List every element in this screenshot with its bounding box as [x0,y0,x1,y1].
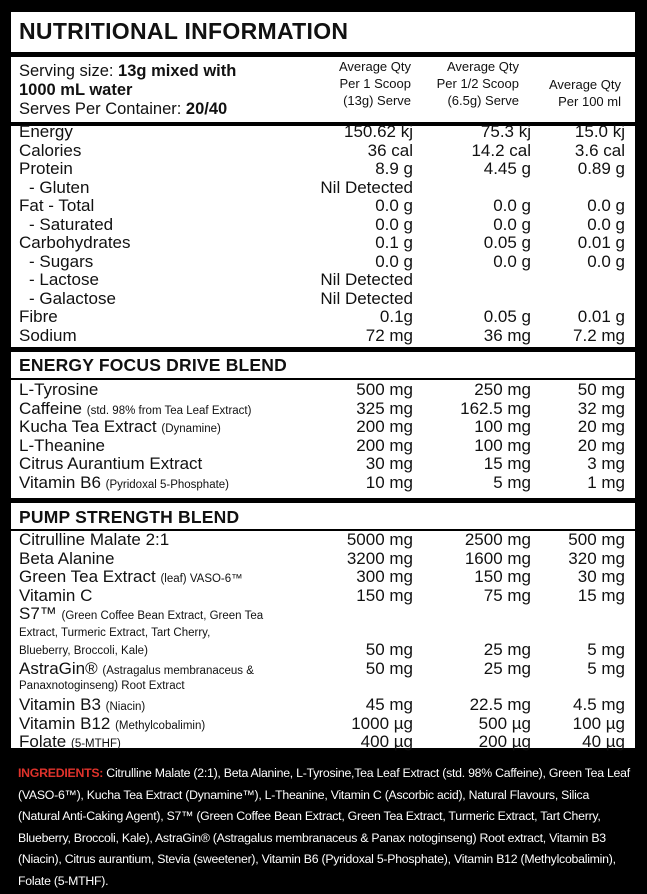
row-label: Green Tea Extract (leaf) VASO-6™ [19,567,243,586]
row-value-scoop: 50 mg [365,640,413,659]
nutrition-row [11,160,635,179]
row-value-100ml: 3 mg [587,454,625,473]
row-value-100ml: 32 mg [577,398,625,418]
col3-line1: Average Qty [548,77,621,92]
row-value-100ml: 100 µg [572,713,625,733]
energy-blend-row [11,437,635,456]
serving-size-line2 [19,81,132,100]
divider-thick [11,52,635,57]
serves-label: Serves Per Container: [19,100,186,118]
row-sublabel: (Niacin) [105,701,146,713]
row-value-100ml: 500 mg [568,530,625,549]
row-value-scoop: 50 mg [365,659,413,678]
row-value-half-scoop: 36 mg [483,325,531,345]
s7-values [11,641,635,660]
s7-sublabel-line3: Blueberry, Broccoli, Kale) [19,645,148,657]
row-sublabel: (leaf) VASO-6™ [160,573,243,585]
ingredients-label: INGREDIENTS: [18,766,104,780]
row-value-100ml: 0.01 g [577,233,625,252]
row-value-100ml: 0.0 g [587,214,625,234]
row-sublabel: (Astragalus membranaceus & [102,665,254,677]
col1-line2: Per 1 Scoop [339,76,411,91]
row-label: Vitamin B6 (Pyridoxal 5-Phosphate) [19,472,230,492]
row-value-scoop: 500 mg [356,380,413,399]
serves-per-container [19,100,227,119]
row-value-half-scoop: 4.45 g [483,159,531,178]
row-value-scoop: 10 mg [365,472,413,492]
energy-blend-row [11,455,635,474]
row-sublabel: (Pyridoxal 5-Phosphate) [105,478,230,491]
row-label: Vitamin B12 (Methylcobalimin) [19,713,206,733]
col2-line2: Per 1/2 Scoop [436,76,519,91]
row-value-scoop: 72 mg [365,325,413,345]
row-value-scoop: 0.0 g [375,251,413,271]
nutrition-row [11,271,635,290]
serving-size [19,62,236,81]
column-header-2 [419,58,519,109]
row-label: - Sugars [29,251,94,271]
row-value-half-scoop: 2500 mg [464,530,531,549]
row-label: L-Tyrosine [19,380,99,399]
row-label: Carbohydrates [19,233,131,252]
row-value-half-scoop: 0.05 g [483,233,531,252]
row-value-scoop: 325 mg [356,398,413,418]
pump-blend-row [11,715,635,734]
row-label: Vitamin C [19,585,93,605]
row-sublabel: (5-MTHF) [70,738,121,750]
row-label: - Lactose [29,270,99,289]
column-header-3 [521,76,621,110]
row-label: Calories [19,140,82,160]
astragin-row [11,660,635,679]
col3-line2: Per 100 ml [558,94,621,109]
col2-line3: (6.5g) Serve [447,93,519,108]
row-label: AstraGin® (Astragalus membranaceus & [19,659,254,678]
divider-thick [11,347,635,352]
pump-blend-row [11,587,635,606]
row-value-100ml: 5 mg [587,640,625,659]
row-value-scoop: 30 mg [365,454,413,473]
row-label: L-Theanine [19,435,106,455]
row-sublabel: (std. 98% from Tea Leaf Extract) [86,404,252,417]
row-value-half-scoop: 500 µg [478,713,531,733]
ingredients-text [18,763,632,892]
row-value-scoop: 150.62 kj [344,122,413,141]
row-label: Vitamin B3 (Niacin) [19,695,146,714]
nutrition-row [11,197,635,216]
row-value-half-scoop: 25 mg [483,659,531,678]
nutrition-row [11,290,635,309]
row-value-scoop: 400 µg [360,732,413,751]
row-value-scoop: Nil Detected [320,288,413,308]
panel-title: NUTRITIONAL INFORMATION [19,18,349,44]
divider-thin [11,378,635,380]
pump-blend-row [11,550,635,569]
row-sublabel: (Dynamine) [161,423,221,435]
nutrition-row [11,123,635,142]
row-value-half-scoop: 5 mg [493,472,531,492]
nutrition-row [11,216,635,235]
row-label: - Galactose [29,288,116,308]
row-value-half-scoop: 100 mg [474,435,531,455]
divider-thick [11,498,635,503]
serving-size-label: Serving size: [19,62,119,80]
row-label: Fibre [19,307,58,326]
energy-blend-row [11,418,635,437]
row-value-100ml: 320 mg [568,548,625,568]
row-value-scoop: 3200 mg [346,548,413,568]
row-value-half-scoop: 75.3 kj [480,122,531,141]
ingredients-list: Citrulline Malate (2:1), Beta Alanine, L-Tyrosine,Tea Leaf Extract (std. 98% Caffeine), Green Tea Leaf (VASO-6™), Kucha Tea Extract (Dynamine™), L-Theanine, Vitamin C (Ascorbic acid), Natural Flavours, Silica (Natural Anti-Caking Agent), S7™ (Green Coffee Bean Extract, Green Tea Extract, Turmeric Extract, Tart Cherry, Blueberry, Broccoli, Kale), AstraGin® (Astragalus membranaceus & Panax notoginseng) Root extract, Vitamin B3 (Niacin), Citrus aurantium, Stevia (sweetener), Vitamin B6 (Pyridoxal 5-Phosphate), Vitamin B12 (Methylcobalimin), Folate (5-MTHF). [18,766,630,888]
col2-line1: Average Qty [446,59,519,74]
row-value-scoop: 0.1g [379,307,413,326]
nutrition-row [11,142,635,161]
pump-blend-row [11,733,635,752]
row-value-scoop: 200 mg [356,417,413,436]
row-value-scoop: 200 mg [356,435,413,455]
row-label: Protein [19,159,73,178]
s7-row [11,605,635,624]
pump-blend-row [11,568,635,587]
row-label: Folate (5-MTHF) [19,732,121,751]
row-value-100ml: 4.5 mg [573,695,625,714]
row-label: - Saturated [29,214,114,234]
row-label: Citrulline Malate 2:1 [19,530,170,549]
pump-blend-row [11,696,635,715]
nutrition-row [11,308,635,327]
pump-blend-title: PUMP STRENGTH BLEND [19,507,240,527]
row-value-scoop: 8.9 g [375,159,413,178]
row-value-half-scoop: 100 mg [474,417,531,436]
row-value-half-scoop: 200 µg [478,732,531,751]
energy-blend-row [11,474,635,493]
row-value-100ml: 7.2 mg [573,325,625,345]
row-value-100ml: 0.0 g [587,251,625,271]
serving-size-value2: 1000 mL water [19,81,133,99]
row-value-100ml: 1 mg [587,472,625,492]
row-value-100ml: 30 mg [577,567,625,586]
nutrition-row [11,253,635,272]
row-value-half-scoop: 150 mg [474,567,531,586]
s7-sublabel-line2: Extract, Turmeric Extract, Tart Cherry, [19,627,211,639]
pump-blend-row [11,531,635,550]
row-label: Caffeine (std. 98% from Tea Leaf Extract) [19,398,252,418]
row-value-scoop: 0.0 g [375,196,413,215]
row-label: Sodium [19,325,77,345]
serving-size-value: 13g mixed with [118,62,237,80]
row-value-scoop: 36 cal [367,140,413,160]
row-value-100ml: 50 mg [577,380,625,399]
row-sublabel: (Methylcobalimin) [115,719,206,732]
energy-blend-row [11,400,635,419]
row-label: S7™ (Green Coffee Bean Extract, Green Tea [19,604,264,623]
row-value-scoop: 5000 mg [346,530,413,549]
row-value-half-scoop: 0.0 g [493,196,531,215]
row-value-half-scoop: 0.0 g [493,251,531,271]
row-value-100ml: 15.0 kj [574,122,625,141]
row-value-100ml: 15 mg [577,585,625,605]
row-label: Energy [19,122,73,141]
row-value-100ml: 0.01 g [577,307,625,326]
energy-blend-title: ENERGY FOCUS DRIVE BLEND [19,355,287,375]
row-value-scoop: 150 mg [356,585,413,605]
row-value-half-scoop: 25 mg [483,640,531,659]
row-value-half-scoop: 22.5 mg [469,695,531,714]
row-value-scoop: 1000 µg [351,713,413,733]
row-value-scoop: 0.1 g [375,233,413,252]
row-value-half-scoop: 15 mg [483,454,531,473]
row-value-100ml: 20 mg [577,435,625,455]
row-value-scoop: 45 mg [365,695,413,714]
row-value-100ml: 5 mg [587,659,625,678]
nutrition-row [11,234,635,253]
row-value-half-scoop: 75 mg [483,585,531,605]
row-value-scoop: 300 mg [356,567,413,586]
row-value-100ml: 40 µg [582,732,625,751]
nutrition-panel [11,12,635,751]
row-value-half-scoop: 0.0 g [493,214,531,234]
row-label: Fat - Total [19,196,95,215]
row-value-scoop: Nil Detected [320,177,413,197]
row-value-scoop: Nil Detected [320,270,413,289]
row-value-100ml: 3.6 cal [574,140,625,160]
nutrition-row [11,327,635,346]
col1-line3: (13g) Serve [343,93,411,108]
row-label: - Gluten [29,177,90,197]
row-value-100ml: 0.89 g [577,159,625,178]
row-sublabel: (Green Coffee Bean Extract, Green Tea [61,610,264,622]
row-value-half-scoop: 1600 mg [464,548,531,568]
col1-line1: Average Qty [338,59,411,74]
row-label: Beta Alanine [19,548,115,568]
row-value-half-scoop: 14.2 cal [471,140,531,160]
row-value-100ml: 20 mg [577,417,625,436]
row-label: Kucha Tea Extract (Dynamine) [19,417,221,436]
row-value-half-scoop: 162.5 mg [460,398,531,418]
row-value-half-scoop: 0.05 g [483,307,531,326]
row-value-half-scoop: 250 mg [474,380,531,399]
astragin-sublabel-line2: Panaxnotoginseng) Root Extract [19,680,185,692]
column-header-1 [311,58,411,109]
row-value-scoop: 0.0 g [375,214,413,234]
row-label: Citrus Aurantium Extract [19,454,203,473]
row-value-100ml: 0.0 g [587,196,625,215]
energy-blend-row [11,381,635,400]
serves-value: 20/40 [185,100,228,118]
nutrition-row [11,179,635,198]
